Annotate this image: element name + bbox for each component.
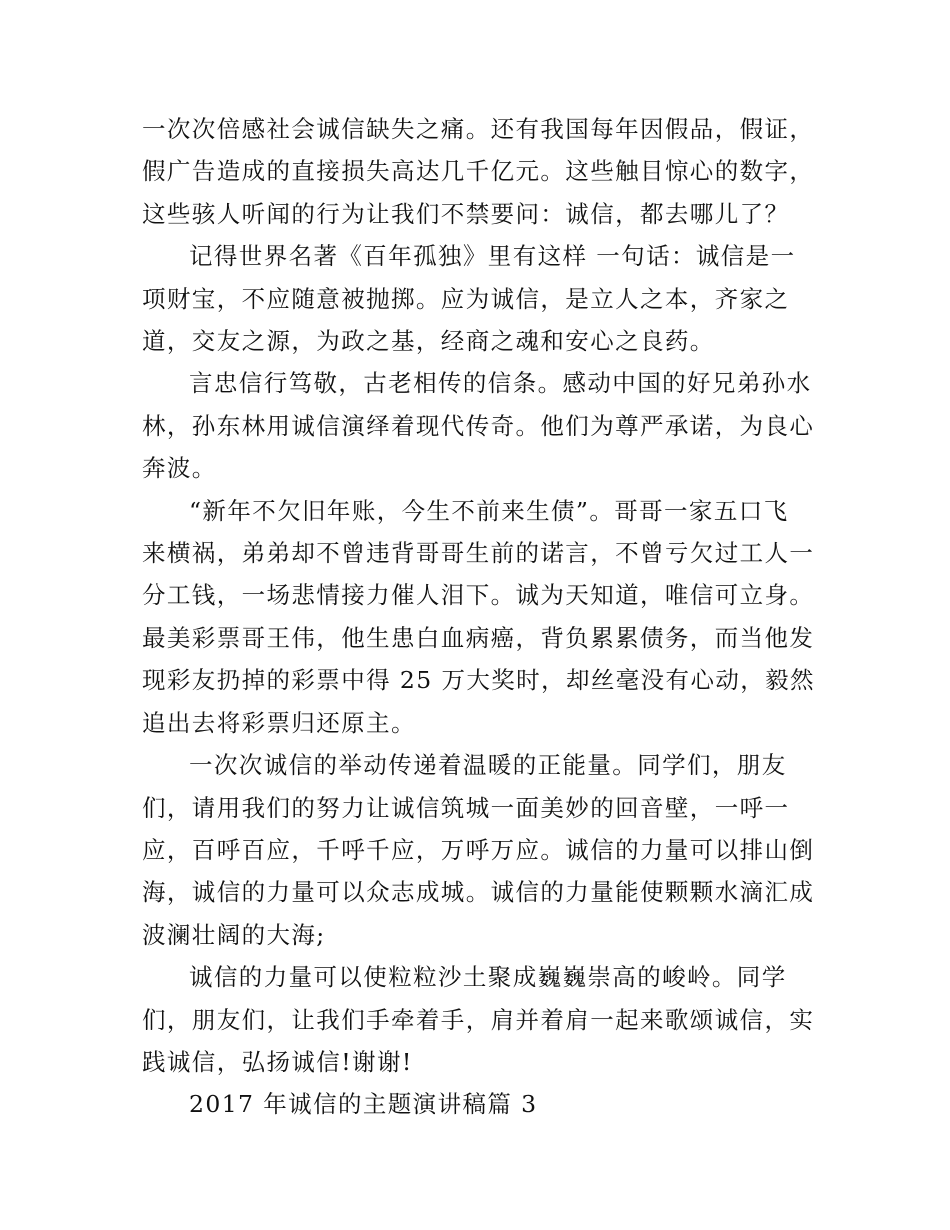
- text-line: 践诚信，弘扬诚信!谢谢!: [142, 1047, 413, 1076]
- text-line: 言忠信行笃敬，古老相传的信条。感动中国的好兄弟孙水: [189, 369, 812, 398]
- section-heading: 2017 年诚信的主题演讲稿篇 3: [189, 1090, 538, 1119]
- text-line: 假广告造成的直接损失高达几千亿元。这些触目惊心的数字，: [142, 157, 815, 186]
- text-line: 最美彩票哥王伟，他生患白血病癌，背负累累债务，而当他发: [142, 623, 815, 652]
- text-line: 奔波。: [142, 454, 217, 483]
- text-line: 分工钱，一场悲情接力催人泪下。诚为天知道，唯信可立身。: [142, 581, 815, 610]
- text-line: 应，百呼百应，千呼千应，万呼万应。诚信的力量可以排山倒: [142, 835, 815, 864]
- text-line: 海，诚信的力量可以众志成城。诚信的力量能使颗颗水滴汇成: [142, 878, 815, 907]
- text-line: 项财宝，不应随意被抛掷。应为诚信，是立人之本，齐家之: [142, 284, 790, 313]
- text-line: 一次次倍感社会诚信缺失之痛。还有我国每年因假品，假证，: [142, 115, 815, 143]
- text-line: 们，请用我们的努力让诚信筑城一面美妙的回音壁，一呼一: [142, 793, 790, 822]
- text-line: 诚信的力量可以使粒粒沙土聚成巍巍崇高的峻岭。同学: [189, 963, 787, 992]
- paragraph-1: [142, 108, 815, 235]
- paragraph-2: [142, 235, 812, 362]
- text-line: 现彩友扔掉的彩票中得 25 万大奖时，却丝毫没有心动，毅然: [142, 666, 815, 695]
- text-line: “新年不欠旧年账，今生不前来生债”。哥哥一家五口飞: [189, 496, 789, 525]
- text-line: 一次次诚信的举动传递着温暖的正能量。同学们，朋友: [189, 751, 787, 780]
- text-line: 这些骇人听闻的行为让我们不禁要问：诚信，都去哪儿了？: [142, 199, 790, 228]
- text-line: 道，交友之源，为政之基，经商之魂和安心之良药。: [142, 327, 715, 356]
- text-line: 追出去将彩票归还原主。: [142, 708, 416, 737]
- paragraph-6: [142, 956, 815, 1083]
- paragraph-4: [142, 490, 815, 744]
- text-line: 记得世界名著《百年孤独》里有这样 一句话：诚信是一: [189, 242, 796, 271]
- text-line: 林，孙东林用诚信演绎着现代传奇。他们为尊严承诺，为良心: [142, 411, 815, 440]
- text-line: 来横祸，弟弟却不曾违背哥哥生前的诺言，不曾亏欠过工人一: [142, 539, 815, 568]
- paragraph-3: [142, 362, 815, 489]
- paragraph-5: [142, 744, 815, 956]
- text-line: 波澜壮阔的大海;: [142, 920, 326, 949]
- text-line: 们，朋友们，让我们手牵着手，肩并着肩一起来歌颂诚信，实: [142, 1005, 815, 1034]
- document-body: [142, 108, 815, 1126]
